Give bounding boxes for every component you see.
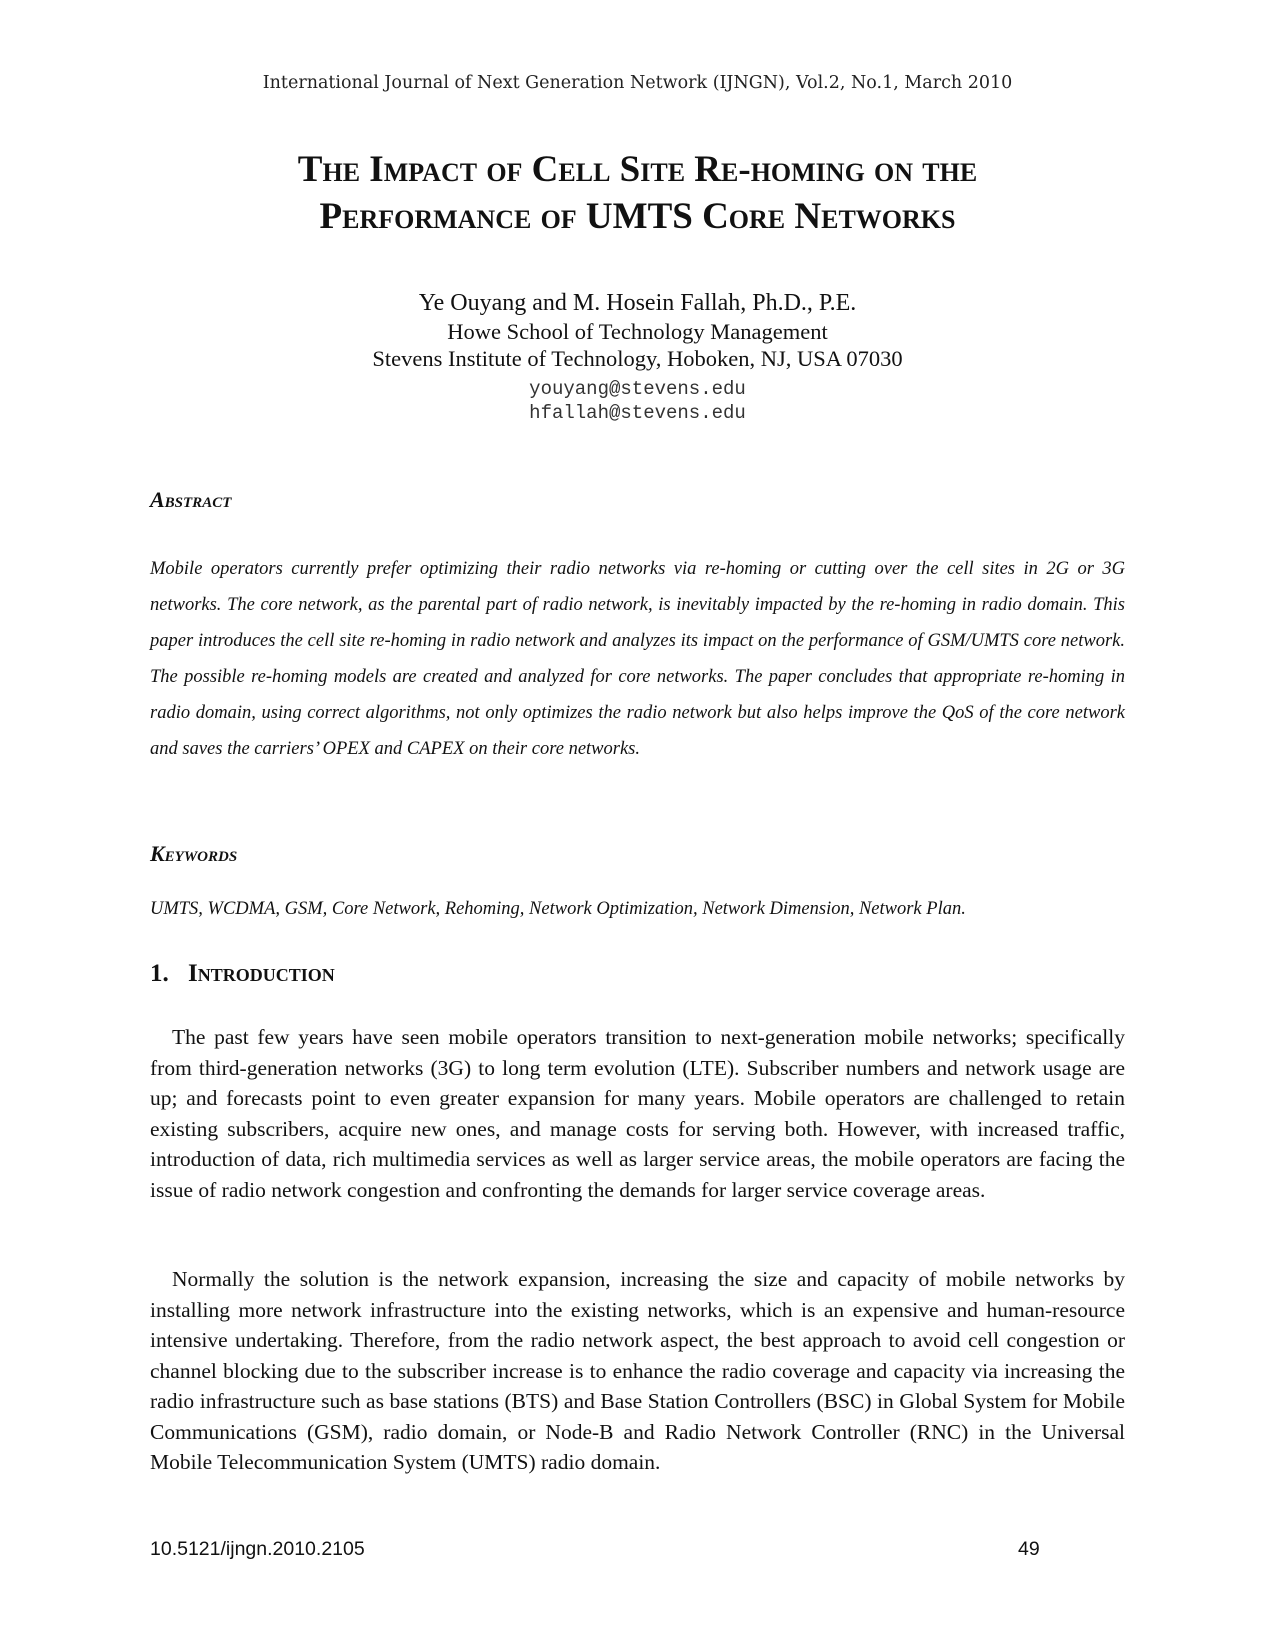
intro-paragraph-2: Normally the solution is the network expansion, increasing the size and capacity of mobile networks by installing more network infrastructure into the existing networks, which is an expensive and human-resource intensive undertaking. Therefore, from the radio network aspect, the best approach to avoid cell congestion or channel blocking due to the subscriber increase is to enhance the radio coverage and capacity via increasing the radio infrastructure such as base stations (BTS) and Base Station Controllers (BSC) in Global System for Mobile Communications (GSM), radio domain, or Node-B and Radio Network Controller (RNC) in the Universal Mobile Telecommunication System (UMTS) radio domain. (150, 1267, 1125, 1474)
abstract-text: Mobile operators currently prefer optimizing their radio networks via re-homing or cutting over the cell sites in 2G or 3G networks. The core network, as the parental part of radio network, is inevitably impacted by the re-homing in radio domain. This paper introduces the cell site re-homing in radio network and analyzes its impact on the performance of GSM/UMTS core network. The possible re-homing models are created and analyzed for core networks. The paper concludes that appropriate re-homing in radio domain, using correct algorithms, not only optimizes the radio network but also helps improve the QoS of the core network and saves the carriers’ OPEX and CAPEX on their core networks. (150, 559, 1125, 759)
keywords-text: UMTS, WCDMA, GSM, Core Network, Rehoming, Network Optimization, Network Dimension, Network Plan. (150, 899, 966, 919)
title-line-1: The Impact of Cell Site Re-homing on the (297, 149, 978, 190)
section-number: 1. (150, 960, 169, 987)
affiliation-institute: Stevens Institute of Technology, Hoboken, NJ, USA 07030 (372, 346, 903, 371)
keywords-heading: Keywords (150, 841, 238, 866)
author-email-2: hfallah@stevens.edu (529, 402, 746, 424)
authors: Ye Ouyang and M. Hosein Fallah, Ph.D., P.E. (418, 290, 857, 316)
affiliation-school: Howe School of Technology Management (447, 319, 828, 344)
page-number: 49 (1018, 1538, 1040, 1560)
doi: 10.5121/ijngn.2010.2105 (150, 1538, 365, 1560)
abstract-heading: Abstract (150, 487, 232, 512)
section-title: Introduction (188, 960, 335, 987)
introduction-heading (150, 960, 335, 988)
intro-paragraph-1: The past few years have seen mobile operators transition to next-generation mobile networks; specifically from third-generation networks (3G) to long term evolution (LTE). Subscriber numbers and network usage are up; and forecasts point to even greater expansion for many years. Mobile operators are challenged to retain existing subscribers, acquire new ones, and manage costs for serving both. However, with increased traffic, introduction of data, rich multimedia services as well as larger service areas, the mobile operators are facing the issue of radio network congestion and confronting the demands for larger service coverage areas. (150, 1025, 1125, 1202)
paper-title (0, 146, 1275, 240)
title-line-2: Performance of UMTS Core Networks (319, 196, 956, 237)
running-head: International Journal of Next Generation Network (IJNGN), Vol.2, No.1, March 2010 (262, 73, 1013, 93)
author-email-1: youyang@stevens.edu (529, 378, 746, 400)
